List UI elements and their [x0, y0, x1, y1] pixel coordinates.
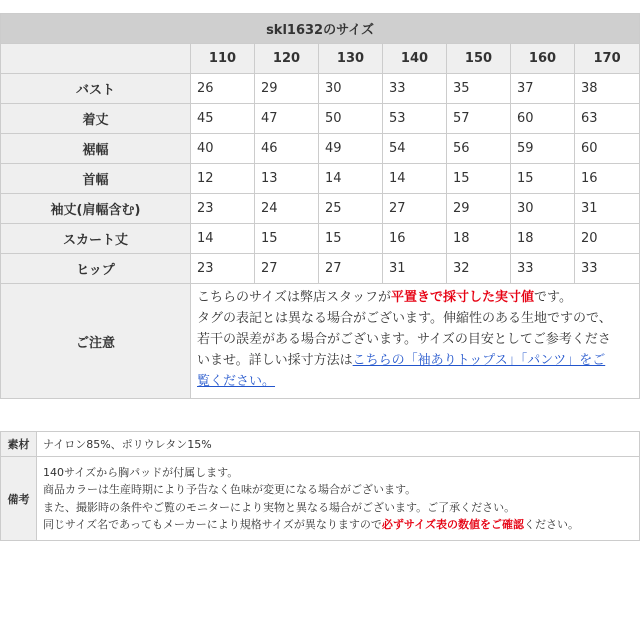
- notes-line4-pre: いませ。詳しい採寸方法は: [197, 353, 353, 368]
- table-cell: 59: [511, 134, 575, 164]
- size-header: 120: [255, 44, 319, 74]
- table-cell: 27: [255, 254, 319, 284]
- link-text-2: 覧ください。: [197, 374, 276, 389]
- table-cell: 14: [191, 224, 255, 254]
- table-row: [1, 194, 640, 224]
- notes-line3: 若干の誤差がある場合がございます。サイズの目安としてご参考くださ: [197, 332, 611, 347]
- notes-line1-pre: こちらのサイズは弊店スタッフが: [197, 290, 391, 305]
- table-cell: 60: [575, 134, 640, 164]
- size-header-row: [1, 44, 640, 74]
- table-cell: 18: [447, 224, 511, 254]
- table-cell: 27: [383, 194, 447, 224]
- row-label-length: 着丈: [1, 104, 191, 134]
- table-cell: 14: [383, 164, 447, 194]
- table-row: [1, 224, 640, 254]
- table-cell: 23: [191, 194, 255, 224]
- table-cell: 47: [255, 104, 319, 134]
- row-label-skirt-length: スカート丈: [1, 224, 191, 254]
- table-cell: 35: [447, 74, 511, 104]
- table-cell: 40: [191, 134, 255, 164]
- size-header: 140: [383, 44, 447, 74]
- size-table-title: skl1632のサイズ: [1, 14, 640, 44]
- size-header: 150: [447, 44, 511, 74]
- remarks-label: 備考: [1, 457, 37, 541]
- table-row: [1, 104, 640, 134]
- remarks-row: [1, 457, 640, 541]
- table-cell: 20: [575, 224, 640, 254]
- material-label: 素材: [1, 432, 37, 457]
- table-cell: 57: [447, 104, 511, 134]
- table-cell: 50: [319, 104, 383, 134]
- table-cell: 23: [191, 254, 255, 284]
- table-cell: 29: [447, 194, 511, 224]
- link-text: こちらの「袖ありトップス」「パンツ」をご: [352, 353, 606, 368]
- table-cell: 33: [575, 254, 640, 284]
- table-cell: 60: [511, 104, 575, 134]
- table-cell: 24: [255, 194, 319, 224]
- notes-label: ご注意: [1, 284, 191, 399]
- table-cell: 16: [575, 164, 640, 194]
- table-cell: 37: [511, 74, 575, 104]
- table-cell: 12: [191, 164, 255, 194]
- table-row: [1, 254, 640, 284]
- size-header: 130: [319, 44, 383, 74]
- table-row: [1, 164, 640, 194]
- table-row: [1, 74, 640, 104]
- table-cell: 13: [255, 164, 319, 194]
- table-cell: 32: [447, 254, 511, 284]
- notes-text: [191, 284, 640, 399]
- size-header: 110: [191, 44, 255, 74]
- table-cell: 18: [511, 224, 575, 254]
- row-label-neck-width: 首幅: [1, 164, 191, 194]
- remarks-line4-pre: 同じサイズ名であってもメーカーにより規格サイズが異なりますので: [43, 518, 382, 531]
- size-table-title-row: [1, 14, 640, 44]
- table-cell: 15: [511, 164, 575, 194]
- table-cell: 30: [511, 194, 575, 224]
- size-table: [0, 13, 640, 399]
- table-cell: 30: [319, 74, 383, 104]
- table-cell: 63: [575, 104, 640, 134]
- table-cell: 15: [319, 224, 383, 254]
- notes-line2: タグの表記とは異なる場合がございます。伸縮性のある生地ですので、: [197, 311, 612, 326]
- remarks-line1: 140サイズから胸パッドが付属します。: [43, 465, 239, 479]
- table-cell: 27: [319, 254, 383, 284]
- size-header: 170: [575, 44, 640, 74]
- table-cell: 45: [191, 104, 255, 134]
- remarks-line2: 商品カラーは生産時期により予告なく色味が変更になる場合がございます。: [43, 483, 417, 496]
- material-value: ナイロン85%、ポリウレタン15%: [37, 432, 640, 457]
- table-cell: 31: [383, 254, 447, 284]
- table-cell: 38: [575, 74, 640, 104]
- row-label-hip: ヒップ: [1, 254, 191, 284]
- table-cell: 46: [255, 134, 319, 164]
- table-cell: 31: [575, 194, 640, 224]
- notes-row: [1, 284, 640, 399]
- remarks-line3: また、撮影時の条件やご覧のモニターにより実物と異なる場合がございます。ご了承ください。: [43, 500, 516, 514]
- table-cell: 25: [319, 194, 383, 224]
- remarks-emphasis: 必ずサイズ表の数値をご確認: [381, 518, 525, 531]
- table-cell: 14: [319, 164, 383, 194]
- header-corner: [1, 44, 191, 74]
- table-cell: 29: [255, 74, 319, 104]
- row-label-bust: バスト: [1, 74, 191, 104]
- notes-line1-post: です。: [533, 290, 572, 305]
- table-cell: 53: [383, 104, 447, 134]
- table-cell: 56: [447, 134, 511, 164]
- table-cell: 33: [383, 74, 447, 104]
- info-table: [0, 431, 640, 541]
- table-cell: 16: [383, 224, 447, 254]
- table-cell: 54: [383, 134, 447, 164]
- material-row: [1, 432, 640, 457]
- size-header: 160: [511, 44, 575, 74]
- remarks-line4-post: ください。: [524, 518, 580, 531]
- row-label-sleeve: 袖丈(肩幅含む): [1, 194, 191, 224]
- remarks-text: [37, 457, 640, 541]
- table-cell: 15: [447, 164, 511, 194]
- table-cell: 26: [191, 74, 255, 104]
- table-cell: 49: [319, 134, 383, 164]
- notes-emphasis: 平置きで採寸した実寸値: [390, 290, 534, 305]
- table-row: [1, 134, 640, 164]
- table-cell: 33: [511, 254, 575, 284]
- row-label-hem-width: 裾幅: [1, 134, 191, 164]
- table-cell: 15: [255, 224, 319, 254]
